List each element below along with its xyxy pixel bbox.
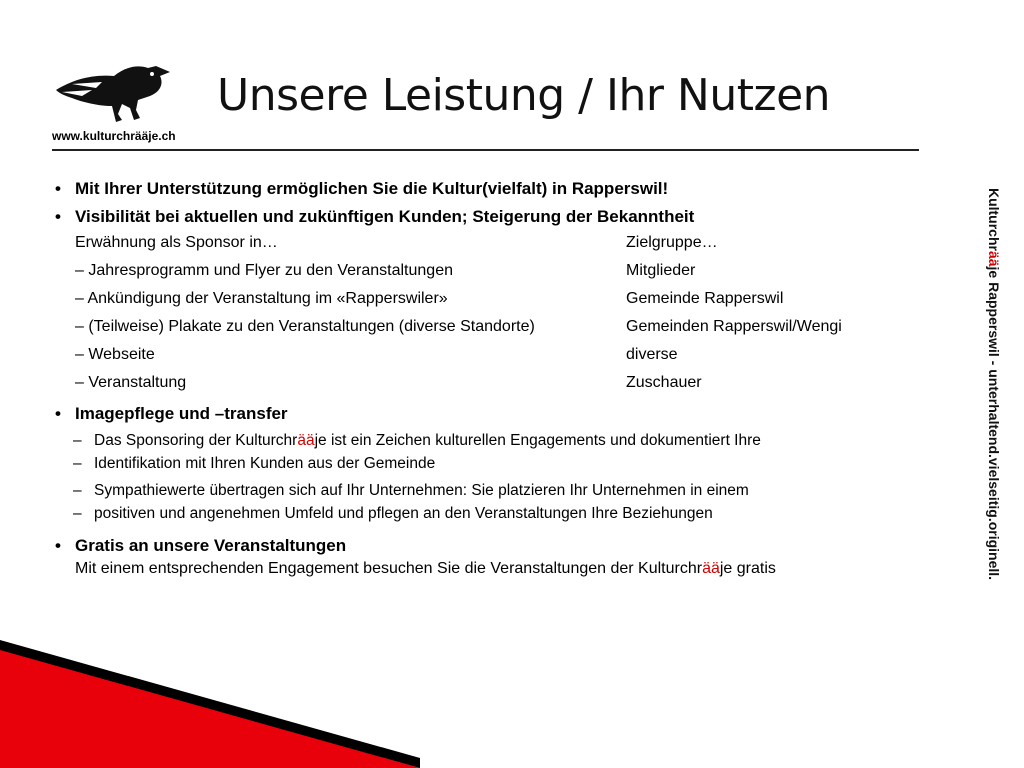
image-item-text: je ist ein Zeichen kulturellen Engagements und dokumentiert Ihre xyxy=(314,432,761,449)
image-item-sponsoring-cont xyxy=(52,452,932,475)
visibility-table-header xyxy=(52,229,932,257)
table-cell-audience: diverse xyxy=(626,346,678,363)
table-cell-medium: – Jahresprogramm und Flyer zu den Veranstaltungen xyxy=(75,262,453,279)
image-item-text: Identifikation mit Ihren Kunden aus der Gemeinde xyxy=(94,455,436,472)
table-cell-medium: – Veranstaltung xyxy=(75,374,187,391)
table-row xyxy=(52,341,932,369)
raven-logo xyxy=(52,60,182,126)
bullet-support: • Mit Ihrer Unterstützung ermöglichen Sie die Kultur(vielfalt) in Rapperswil! xyxy=(52,178,932,200)
decorative-ribbon xyxy=(0,640,420,768)
slide-content xyxy=(52,178,932,580)
raven-icon xyxy=(52,60,182,126)
highlight-text: ää xyxy=(297,432,315,449)
image-item-sympathy-cont xyxy=(52,502,932,525)
gratis-text: Mit einem entsprechenden Engagement besuchen Sie die Veranstaltungen der Kulturchr xyxy=(75,560,703,577)
table-cell-audience: Gemeinden Rapperswil/Wengi xyxy=(626,318,842,335)
bullet-image: • Imagepflege und –transfer xyxy=(52,403,932,425)
image-item-text: Das Sponsoring der Kulturchr xyxy=(94,432,298,449)
bullet-visibility: • Visibilität bei aktuellen und zukünftigen Kunden; Steigerung der Bekanntheit xyxy=(52,206,932,228)
image-item-text: positiven und angenehmen Umfeld und pflegen an den Veranstaltungen Ihre Beziehungen xyxy=(94,505,713,522)
highlight-text: ää xyxy=(702,560,720,577)
table-cell-medium: – (Teilweise) Plakate zu den Veranstaltungen (diverse Standorte) xyxy=(75,318,535,335)
page-title: Unsere Leistung / Ihr Nutzen xyxy=(217,70,831,121)
website-url[interactable]: www.kulturchrääje.ch xyxy=(52,129,176,143)
table-cell-medium: – Ankündigung der Veranstaltung im «Rapperswiler» xyxy=(75,290,448,307)
table-cell-medium: – Webseite xyxy=(75,346,155,363)
gratis-description xyxy=(52,558,932,580)
side-tagline xyxy=(986,188,1002,580)
table-row xyxy=(52,257,932,285)
table-row xyxy=(52,285,932,313)
table-header-right: Zielgruppe… xyxy=(626,234,718,251)
highlight-text: ää xyxy=(986,250,1002,267)
table-row xyxy=(52,313,932,341)
title-divider xyxy=(52,149,919,151)
table-cell-audience: Zuschauer xyxy=(626,374,702,391)
image-item-sympathy xyxy=(52,479,932,502)
table-cell-audience: Mitglieder xyxy=(626,262,696,279)
side-tagline-text: je Rapperswil - unterhaltend.vielseitig.originell. xyxy=(986,266,1002,581)
table-row xyxy=(52,369,932,397)
bullet-gratis: • Gratis an unsere Veranstaltungen xyxy=(52,535,932,557)
table-header-left: Erwähnung als Sponsor in… xyxy=(75,234,278,251)
side-tagline-text: Kulturchr xyxy=(986,187,1002,251)
image-item-text: Sympathiewerte übertragen sich auf Ihr Unternehmen: Sie platzieren Ihr Unternehmen in einem xyxy=(94,482,749,499)
gratis-text: je gratis xyxy=(719,560,776,577)
table-cell-audience: Gemeinde Rapperswil xyxy=(626,290,784,307)
image-item-sponsoring xyxy=(52,429,932,452)
